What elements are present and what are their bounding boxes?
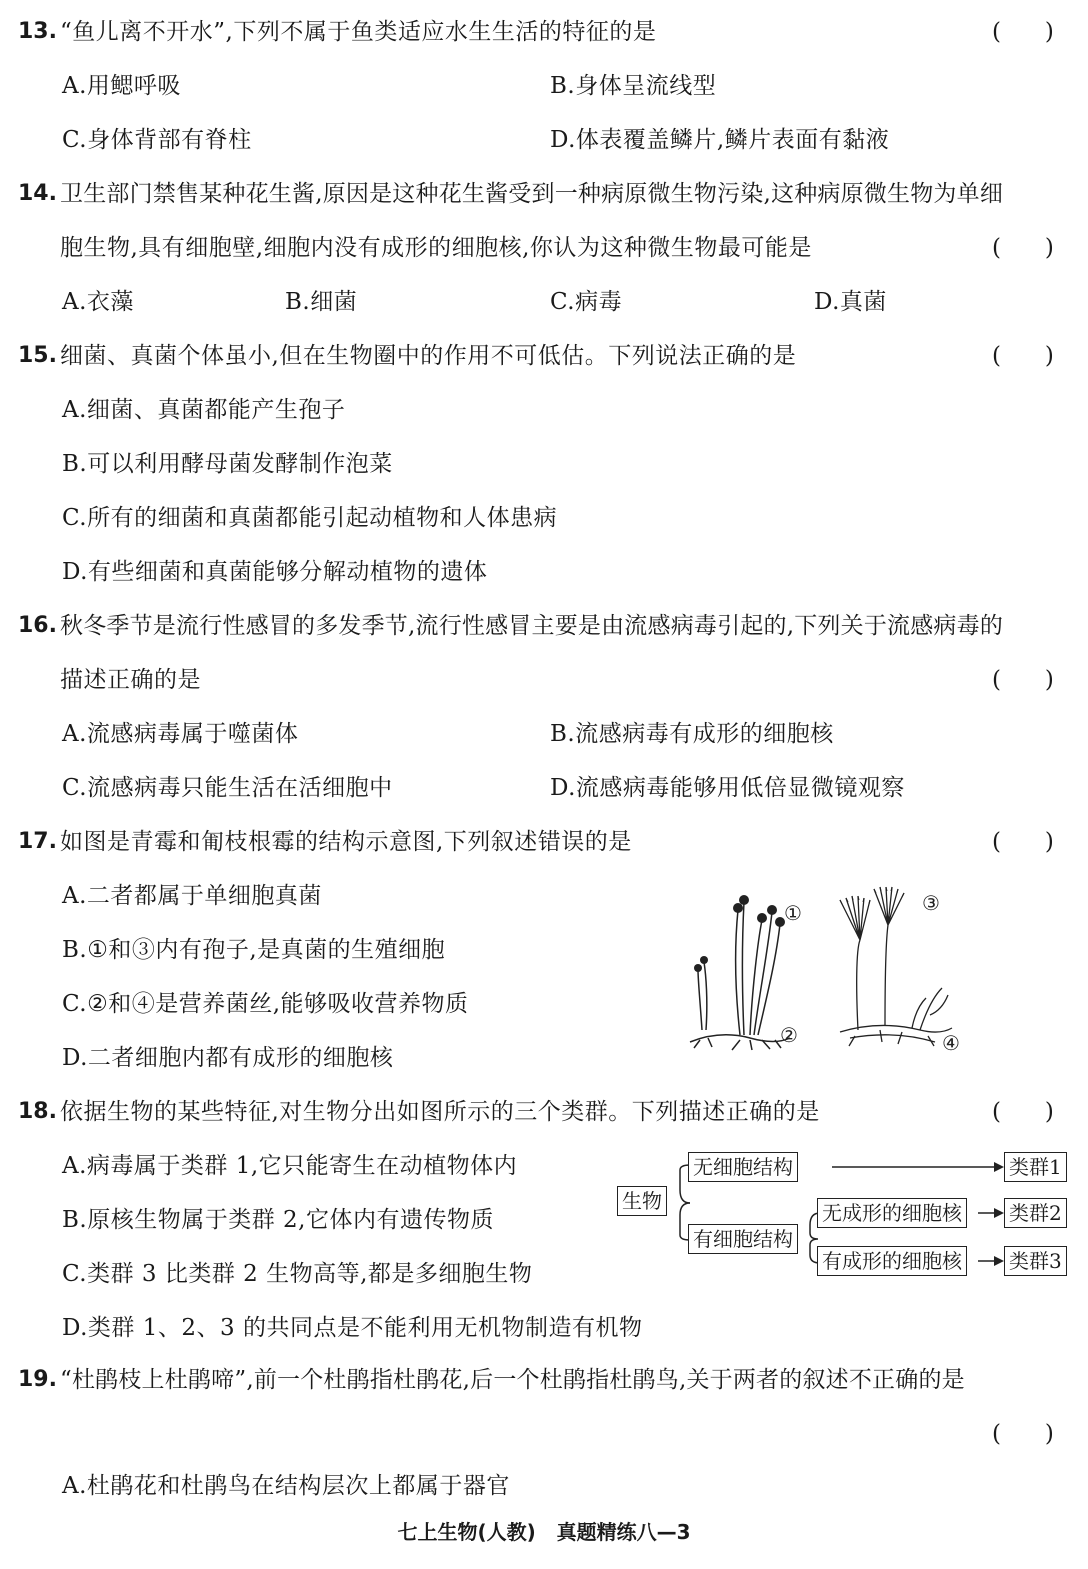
- question-13-option-c: C.身体背部有脊柱: [62, 127, 252, 153]
- question-13-answer-blank: ( ): [992, 19, 1054, 45]
- question-18-number: 18.: [18, 1099, 57, 1124]
- label-4: ④: [942, 1031, 960, 1055]
- question-17-number: 17.: [18, 829, 57, 854]
- question-18-stem: 依据生物的某些特征,对生物分出如图所示的三个类群。下列描述正确的是: [60, 1099, 820, 1125]
- question-18-option-b: B.原核生物属于类群 2,它体内有遗传物质: [62, 1207, 494, 1233]
- question-15-stem: 细菌、真菌个体虽小,但在生物圈中的作用不可低估。下列说法正确的是: [60, 343, 797, 369]
- question-14-option-b: B.细菌: [285, 289, 358, 315]
- question-16-stem-line-2: 描述正确的是: [60, 667, 201, 693]
- question-19-answer-blank: ( ): [992, 1421, 1054, 1447]
- question-14-option-d: D.真菌: [814, 289, 887, 315]
- question-17-stem: 如图是青霉和匍枝根霉的结构示意图,下列叙述错误的是: [60, 829, 632, 855]
- diagram-has-cell-structure-box: 有细胞结构: [688, 1224, 798, 1254]
- label-2: ②: [780, 1023, 798, 1047]
- question-16-stem-line-1: 秋冬季节是流行性感冒的多发季节,流行性感冒主要是由流感病毒引起的,下列关于流感病毒的: [60, 613, 1004, 639]
- question-16-number: 16.: [18, 613, 57, 638]
- question-19-number: 19.: [18, 1367, 57, 1392]
- question-15-answer-blank: ( ): [992, 343, 1054, 369]
- question-19-stem: “杜鹃枝上杜鹃啼”,前一个杜鹃指杜鹃花,后一个杜鹃指杜鹃鸟,关于两者的叙述不正确的是: [60, 1367, 965, 1393]
- question-17-option-c: C.②和④是营养菌丝,能够吸收营养物质: [62, 991, 469, 1017]
- label-3: ③: [922, 891, 940, 915]
- diagram-group-3-box: 类群3: [1004, 1246, 1067, 1276]
- diagram-no-nucleus-box: 无成形的细胞核: [817, 1198, 967, 1228]
- question-14-stem-line-1: 卫生部门禁售某种花生酱,原因是这种花生酱受到一种病原微生物污染,这种病原微生物为单细: [60, 181, 1004, 207]
- question-15-option-b: B.可以利用酵母菌发酵制作泡菜: [62, 451, 393, 477]
- question-13-number: 13.: [18, 19, 57, 44]
- rhizopus-illustration: [690, 902, 790, 1050]
- question-18-option-c: C.类群 3 比类群 2 生物高等,都是多细胞生物: [62, 1261, 533, 1287]
- question-13-option-d: D.体表覆盖鳞片,鳞片表面有黏液: [550, 127, 890, 153]
- question-17-option-d: D.二者细胞内都有成形的细胞核: [62, 1045, 394, 1071]
- question-13-option-b: B.身体呈流线型: [550, 73, 717, 99]
- diagram-no-cell-structure-box: 无细胞结构: [688, 1152, 798, 1182]
- question-17-option-a: A.二者都属于单细胞真菌: [62, 883, 322, 909]
- question-19-option-a: A.杜鹃花和杜鹃鸟在结构层次上都属于器官: [62, 1473, 510, 1499]
- question-13-option-a: A.用鳃呼吸: [62, 73, 181, 99]
- fungi-structure-figure: [680, 880, 980, 1060]
- question-13-stem: “鱼儿离不开水”,下列不属于鱼类适应水生生活的特征的是: [60, 19, 657, 45]
- question-16-answer-blank: ( ): [992, 667, 1054, 693]
- question-14-stem-line-2: 胞生物,具有细胞壁,细胞内没有成形的细胞核,你认为这种微生物最可能是: [60, 235, 812, 261]
- question-18-answer-blank: ( ): [992, 1099, 1054, 1125]
- diagram-root-box: 生物: [617, 1186, 667, 1216]
- question-14-answer-blank: ( ): [992, 235, 1054, 261]
- diagram-group-1-box: 类群1: [1004, 1152, 1067, 1182]
- question-16-option-b: B.流感病毒有成形的细胞核: [550, 721, 834, 747]
- question-15-option-c: C.所有的细菌和真菌都能引起动植物和人体患病: [62, 505, 558, 531]
- label-1: ①: [784, 901, 802, 925]
- question-18-option-d: D.类群 1、2、3 的共同点是不能利用无机物制造有机物: [62, 1315, 643, 1341]
- question-16-option-d: D.流感病毒能够用低倍显微镜观察: [550, 775, 905, 801]
- question-17-answer-blank: ( ): [992, 829, 1054, 855]
- question-16-option-c: C.流感病毒只能生活在活细胞中: [62, 775, 393, 801]
- question-15-option-a: A.细菌、真菌都能产生孢子: [62, 397, 346, 423]
- question-18-option-a: A.病毒属于类群 1,它只能寄生在动植物体内: [62, 1153, 518, 1179]
- question-15-option-d: D.有些细菌和真菌能够分解动植物的遗体: [62, 559, 488, 585]
- page-footer: 七上生物(人教) 真题精练八—3: [397, 1520, 691, 1544]
- diagram-has-nucleus-box: 有成形的细胞核: [817, 1246, 967, 1276]
- question-17-option-b: B.①和③内有孢子,是真菌的生殖细胞: [62, 937, 446, 963]
- question-14-number: 14.: [18, 181, 57, 206]
- question-16-option-a: A.流感病毒属于噬菌体: [62, 721, 299, 747]
- question-15-number: 15.: [18, 343, 57, 368]
- question-14-option-c: C.病毒: [550, 289, 623, 315]
- diagram-group-2-box: 类群2: [1004, 1198, 1067, 1228]
- question-14-option-a: A.衣藻: [62, 289, 134, 315]
- rhizopus-sporangia: [694, 895, 785, 972]
